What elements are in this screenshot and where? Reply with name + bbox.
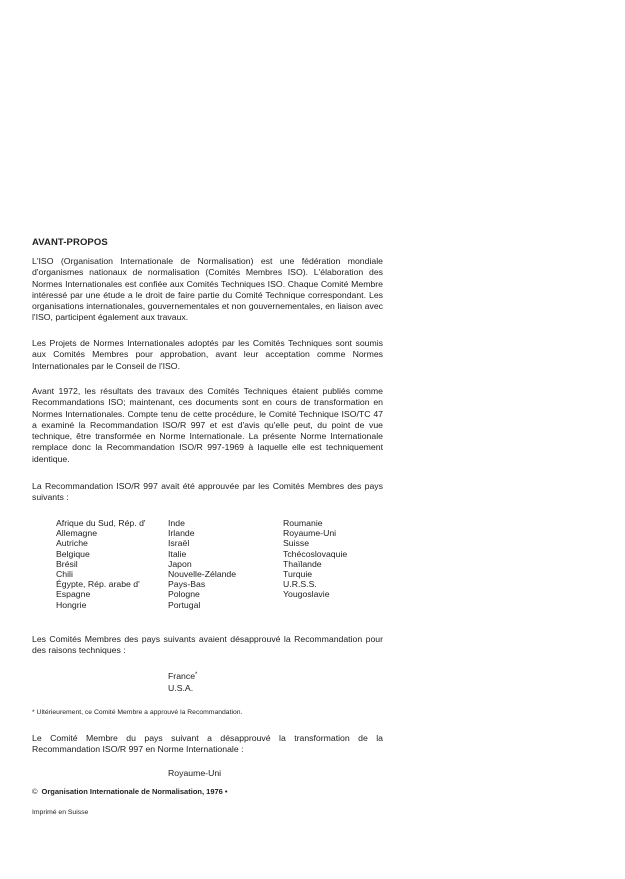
country-item: Nouvelle-Zélande <box>168 568 237 579</box>
country-column-1 <box>56 518 146 610</box>
country-item: Afrique du Sud, Rép. d' <box>56 518 146 528</box>
printed-in: Imprimé en Suisse <box>32 809 89 816</box>
copyright-icon: © <box>32 787 38 796</box>
country-item: Japon <box>168 558 192 569</box>
country-column-3 <box>283 518 347 600</box>
section-heading: AVANT-PROPOS <box>32 237 108 248</box>
country-item: Roumanie <box>283 518 323 528</box>
country-item: Tchécoslovaquie <box>283 548 348 559</box>
country-item: France* <box>168 671 198 681</box>
country-item: Hongrie <box>56 599 87 610</box>
country-item: Royaume-Uni <box>168 768 222 778</box>
country-item: U.S.A. <box>168 682 194 693</box>
paragraph-draft-standards: Les Projets de Normes Internationales adoptés par les Comités Techniques sont soumis aux Comités Membres pour approbation, avant leur acceptation comme Normes Internationales par le Conseil de l'ISO. <box>32 338 383 371</box>
country-item: Royaume-Uni <box>283 528 337 539</box>
footnote: * Ultérieurement, ce Comité Membre a approuvé la Recommandation. <box>32 709 243 716</box>
country-item: Allemagne <box>56 528 98 539</box>
country-item: Turquie <box>283 568 313 579</box>
paragraph-transformation-disapproval: Le Comité Membre du pays suivant a désapprouvé la transformation de la Recommandation ISO/R 997 en Norme Internationale : <box>32 733 383 755</box>
country-item: Italie <box>168 548 187 559</box>
copyright-text: Organisation Internationale de Normalisation, 1976 • <box>41 787 228 796</box>
country-item: Pologne <box>168 589 200 600</box>
country-item: Autriche <box>56 538 88 549</box>
country-item: Israël <box>168 538 190 549</box>
country-item: Yougoslavie <box>283 589 330 600</box>
country-item: Égypte, Rép. arabe d' <box>56 579 140 590</box>
footnote-marker: * <box>195 672 198 678</box>
country-column-2 <box>168 518 236 610</box>
paragraph-iso-intro: L'ISO (Organisation Internationale de Normalisation) est une fédération mondiale d'organismes nationaux de normalisation (Comités Membres ISO). L'élaboration des Normes Internationales est confiée aux Comités Techniques ISO. Chaque Comité Membre intéressé par une étude a le droit de faire partie du Comité Technique correspondant. Les organisations internationales, gouvernementales et non gouvernementales, en liaison avec l'ISO, participent également aux travaux. <box>32 256 383 323</box>
country-item: Espagne <box>56 589 91 600</box>
country-item: Chili <box>56 568 73 579</box>
paragraph-recommendation-history: Avant 1972, les résultats des travaux des Comités Techniques étaient publiés comme Recommandations ISO; maintenant, ces documents sont en cours de transformation en Normes Internationales. Compte tenu de cette procédure, le Comité Technique ISO/TC 47 a examiné la Recommandation ISO/R 997 et est d'avis qu'elle peut, du point de vue technique, être transformée en Norme Internationale. La présente Norme Internationale remplace donc la Recommandation ISO/R 997-1969 à laquelle elle est techniquement identique. <box>32 386 383 464</box>
disapproving-countries-list <box>168 670 197 694</box>
country-item: Pays-Bas <box>168 579 206 590</box>
country-item: Suisse <box>283 538 310 549</box>
paragraph-approval-intro: La Recommandation ISO/R 997 avait été approuvée par les Comités Membres des pays suivants : <box>32 481 383 503</box>
country-item: Belgique <box>56 548 90 559</box>
country-item: Inde <box>168 518 185 528</box>
country-item: Thaïlande <box>283 558 322 569</box>
paragraph-disapproval-intro: Les Comités Membres des pays suivants avaient désapprouvé la Recommandation pour des raisons techniques : <box>32 634 383 656</box>
country-item: Brésil <box>56 558 78 569</box>
country-item: Portugal <box>168 599 201 610</box>
country-item: Irlande <box>168 528 195 539</box>
copyright-line <box>32 787 228 796</box>
country-item: U.R.S.S. <box>283 579 317 590</box>
